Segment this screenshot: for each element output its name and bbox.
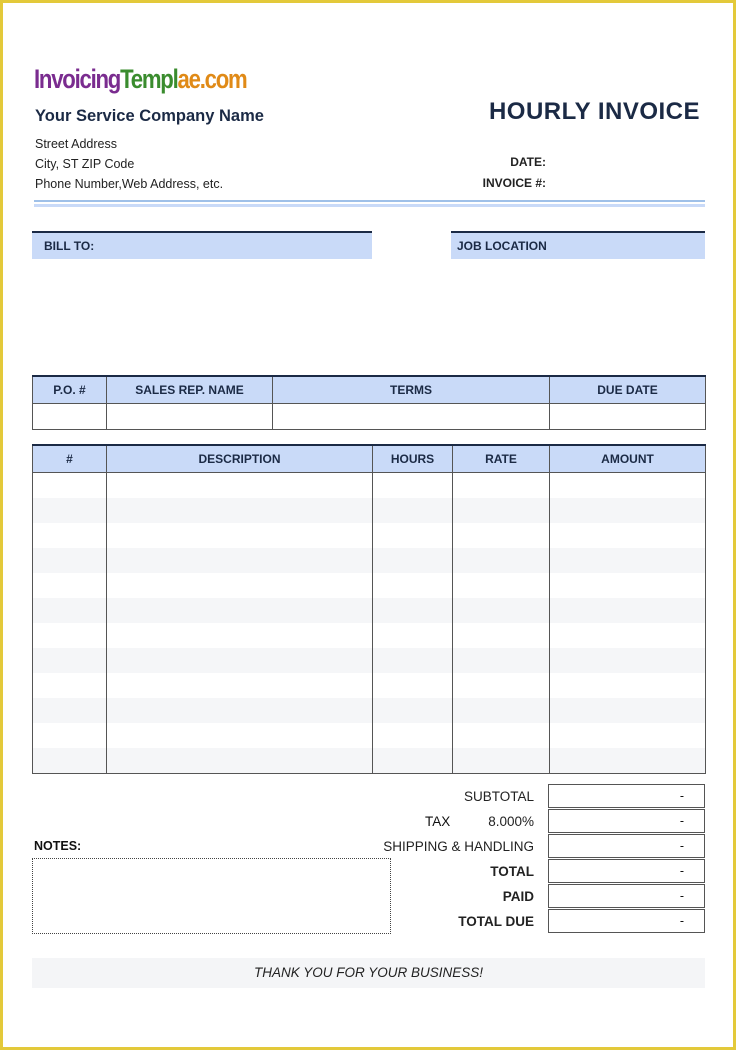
description-cell[interactable]	[107, 573, 373, 598]
amount-cell[interactable]	[550, 723, 706, 748]
table-row	[33, 723, 706, 748]
hours-cell[interactable]	[373, 748, 453, 774]
item-number-header: #	[33, 445, 107, 473]
amount-cell[interactable]	[550, 598, 706, 623]
rate-cell[interactable]	[453, 498, 550, 523]
description-cell[interactable]	[107, 648, 373, 673]
bill-to-label: BILL TO:	[44, 239, 95, 253]
tax-rate[interactable]: 8.000%	[488, 814, 534, 829]
shipping-value[interactable]: -	[548, 834, 705, 858]
table-row	[33, 498, 706, 523]
description-cell[interactable]	[107, 548, 373, 573]
description-header: DESCRIPTION	[107, 445, 373, 473]
sales-rep-header: SALES REP. NAME	[107, 376, 273, 404]
amount-cell[interactable]	[550, 698, 706, 723]
table-row	[33, 648, 706, 673]
amount-cell[interactable]	[550, 673, 706, 698]
item-number-cell[interactable]	[33, 498, 107, 523]
hours-cell[interactable]	[373, 598, 453, 623]
amount-header: AMOUNT	[550, 445, 706, 473]
sales-rep-cell[interactable]	[107, 404, 273, 430]
table-row	[33, 548, 706, 573]
description-cell[interactable]	[107, 673, 373, 698]
city-state-zip[interactable]: City, ST ZIP Code	[35, 157, 135, 171]
po-table	[32, 375, 706, 430]
divider-line	[34, 200, 705, 202]
thank-you-message: THANK YOU FOR YOUR BUSINESS!	[32, 958, 705, 988]
subtotal-label: SUBTOTAL	[463, 789, 534, 804]
hours-header: HOURS	[373, 445, 453, 473]
table-row	[33, 623, 706, 648]
description-cell[interactable]	[107, 748, 373, 774]
item-number-cell[interactable]	[33, 698, 107, 723]
table-row	[33, 573, 706, 598]
item-number-cell[interactable]	[33, 723, 107, 748]
line-items-table	[32, 444, 706, 774]
description-cell[interactable]	[107, 473, 373, 499]
bill-to-header	[32, 231, 372, 259]
table-row	[33, 748, 706, 774]
amount-cell[interactable]	[550, 498, 706, 523]
rate-header: RATE	[453, 445, 550, 473]
hours-cell[interactable]	[373, 548, 453, 573]
rate-cell[interactable]	[453, 623, 550, 648]
hours-cell[interactable]	[373, 698, 453, 723]
invoice-title: HOURLY INVOICE	[488, 98, 700, 125]
table-row	[33, 673, 706, 698]
due-date-header: DUE DATE	[550, 376, 706, 404]
notes-label: NOTES:	[34, 839, 82, 853]
logo-part-4: .com	[199, 64, 247, 94]
divider-line-2	[34, 204, 705, 207]
total-label: TOTAL	[490, 864, 534, 879]
table-row	[33, 698, 706, 723]
item-number-cell[interactable]	[33, 623, 107, 648]
tax-label: TAX	[425, 814, 451, 829]
hours-cell[interactable]	[373, 648, 453, 673]
terms-header: TERMS	[273, 376, 550, 404]
date-label: DATE:	[510, 155, 546, 169]
contact-info[interactable]: Phone Number,Web Address, etc.	[35, 177, 224, 191]
subtotal-value[interactable]: -	[548, 784, 705, 808]
brand-logo	[34, 64, 246, 95]
table-row	[33, 473, 706, 499]
description-cell[interactable]	[107, 723, 373, 748]
due-date-cell[interactable]	[550, 404, 706, 430]
description-cell[interactable]	[107, 623, 373, 648]
rate-cell[interactable]	[453, 523, 550, 548]
notes-box[interactable]	[32, 858, 391, 934]
description-cell[interactable]	[107, 498, 373, 523]
logo-part-1: Invoicing	[34, 64, 121, 94]
description-cell[interactable]	[107, 598, 373, 623]
total-due-value[interactable]: -	[548, 909, 705, 933]
rate-cell[interactable]	[453, 548, 550, 573]
po-number-cell[interactable]	[33, 404, 107, 430]
amount-cell[interactable]	[550, 473, 706, 499]
item-number-cell[interactable]	[33, 598, 107, 623]
rate-cell[interactable]	[453, 748, 550, 774]
amount-cell[interactable]	[550, 623, 706, 648]
item-number-cell[interactable]	[33, 523, 107, 548]
paid-value[interactable]: -	[548, 884, 705, 908]
amount-cell[interactable]	[550, 548, 706, 573]
hours-cell[interactable]	[373, 473, 453, 499]
street-address[interactable]: Street Address	[35, 137, 117, 151]
hours-cell[interactable]	[373, 573, 453, 598]
logo-part-3: ae	[177, 64, 200, 94]
table-row	[33, 598, 706, 623]
total-due-label: TOTAL DUE	[458, 914, 534, 929]
item-number-cell[interactable]	[33, 673, 107, 698]
rate-cell[interactable]	[453, 598, 550, 623]
description-cell[interactable]	[107, 698, 373, 723]
shipping-label: SHIPPING & HANDLING	[383, 839, 534, 854]
item-number-cell[interactable]	[33, 548, 107, 573]
item-number-cell[interactable]	[33, 648, 107, 673]
amount-cell[interactable]	[550, 573, 706, 598]
table-row	[33, 523, 706, 548]
rate-cell[interactable]	[453, 723, 550, 748]
company-name[interactable]: Your Service Company Name	[35, 107, 264, 125]
amount-cell[interactable]	[550, 523, 706, 548]
amount-cell[interactable]	[550, 748, 706, 774]
hours-cell[interactable]	[373, 523, 453, 548]
rate-cell[interactable]	[453, 673, 550, 698]
hours-cell[interactable]	[373, 623, 453, 648]
item-number-cell[interactable]	[33, 748, 107, 774]
amount-cell[interactable]	[550, 648, 706, 673]
rate-cell[interactable]	[453, 473, 550, 499]
job-location-header	[451, 231, 705, 259]
rate-cell[interactable]	[453, 648, 550, 673]
tax-value[interactable]: -	[548, 809, 705, 833]
invoice-number-label: INVOICE #:	[482, 176, 546, 190]
rate-cell[interactable]	[453, 698, 550, 723]
item-number-cell[interactable]	[33, 473, 107, 499]
description-cell[interactable]	[107, 523, 373, 548]
total-value[interactable]: -	[548, 859, 705, 883]
po-number-header: P.O. #	[33, 376, 107, 404]
hours-cell[interactable]	[373, 723, 453, 748]
item-number-cell[interactable]	[33, 573, 107, 598]
paid-label: PAID	[502, 889, 534, 904]
logo-part-2: Templ	[120, 64, 178, 94]
job-location-label: JOB LOCATION	[457, 239, 547, 253]
rate-cell[interactable]	[453, 573, 550, 598]
terms-cell[interactable]	[273, 404, 550, 430]
hours-cell[interactable]	[373, 673, 453, 698]
hours-cell[interactable]	[373, 498, 453, 523]
